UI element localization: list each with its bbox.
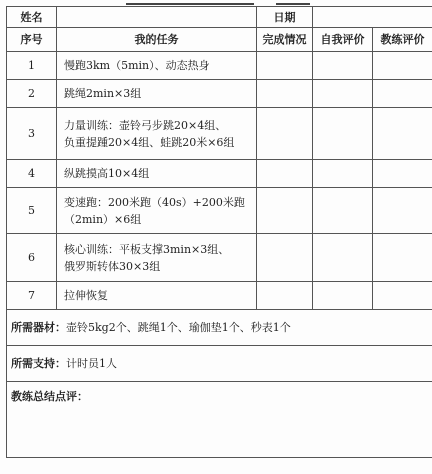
table-row	[7, 282, 432, 310]
date-label: 日期	[257, 7, 313, 28]
coach-eval-cell[interactable]	[373, 108, 432, 160]
training-table	[6, 6, 432, 458]
task-cell	[57, 188, 257, 234]
header-row	[7, 7, 432, 28]
completion-cell[interactable]	[257, 282, 313, 310]
table-row	[7, 188, 432, 234]
completion-cell[interactable]	[257, 160, 313, 188]
equipment-label: 所需器材：	[11, 321, 66, 334]
task-line: 核心训练：平板支撑3min×3组、	[64, 242, 230, 256]
task-cell: 拉伸恢复	[57, 282, 257, 310]
coach-summary-row	[7, 382, 432, 458]
title-fragment	[276, 0, 310, 5]
col-self-eval: 自我评价	[313, 28, 373, 52]
completion-cell[interactable]	[257, 52, 313, 80]
task-line: 俄罗斯转体30×3组	[64, 259, 161, 273]
task-cell: 慢跑3km（5min）、动态热身	[57, 52, 257, 80]
row-number: 1	[7, 52, 57, 80]
row-number: 3	[7, 108, 57, 160]
coach-eval-cell[interactable]	[373, 52, 432, 80]
row-number: 6	[7, 234, 57, 282]
table-row	[7, 80, 432, 108]
row-number: 4	[7, 160, 57, 188]
column-header-row	[7, 28, 432, 52]
equipment-value: 壶铃5kg2个、跳绳1个、瑜伽垫1个、秒表1个	[66, 321, 291, 334]
self-eval-cell[interactable]	[313, 80, 373, 108]
table-row	[7, 160, 432, 188]
row-number: 5	[7, 188, 57, 234]
row-number: 7	[7, 282, 57, 310]
support-label: 所需支持：	[11, 357, 66, 370]
coach-eval-cell[interactable]	[373, 234, 432, 282]
task-line: （2min）×6组	[64, 212, 142, 226]
self-eval-cell[interactable]	[313, 234, 373, 282]
completion-cell[interactable]	[257, 188, 313, 234]
col-completion: 完成情况	[257, 28, 313, 52]
name-field[interactable]	[57, 7, 257, 28]
coach-eval-cell[interactable]	[373, 282, 432, 310]
task-cell	[57, 234, 257, 282]
support-value: 计时员1人	[66, 357, 117, 370]
task-cell: 纵跳摸高10×4组	[57, 160, 257, 188]
self-eval-cell[interactable]	[313, 282, 373, 310]
col-no: 序号	[7, 28, 57, 52]
completion-cell[interactable]	[257, 80, 313, 108]
coach-eval-cell[interactable]	[373, 160, 432, 188]
support-row	[7, 346, 432, 382]
support-cell	[7, 346, 432, 382]
completion-cell[interactable]	[257, 108, 313, 160]
self-eval-cell[interactable]	[313, 188, 373, 234]
table-row	[7, 52, 432, 80]
coach-summary-label: 教练总结点评：	[11, 390, 88, 403]
col-coach-eval: 教练评价	[373, 28, 432, 52]
task-cell	[57, 108, 257, 160]
task-line: 变速跑：200米跑（40s）+200米跑	[64, 195, 245, 209]
row-number: 2	[7, 80, 57, 108]
self-eval-cell[interactable]	[313, 108, 373, 160]
self-eval-cell[interactable]	[313, 52, 373, 80]
col-task: 我的任务	[57, 28, 257, 52]
equipment-cell	[7, 310, 432, 346]
coach-summary-cell[interactable]	[7, 382, 432, 458]
task-line: 负重提踵20×4组、蛙跳20米×6组	[64, 135, 235, 149]
table-row	[7, 234, 432, 282]
equipment-row	[7, 310, 432, 346]
self-eval-cell[interactable]	[313, 160, 373, 188]
task-line: 力量训练：壶铃弓步跳20×4组、	[64, 118, 227, 132]
coach-eval-cell[interactable]	[373, 188, 432, 234]
completion-cell[interactable]	[257, 234, 313, 282]
name-label: 姓名	[7, 7, 57, 28]
title-fragment	[126, 0, 254, 5]
task-cell: 跳绳2min×3组	[57, 80, 257, 108]
table-row	[7, 108, 432, 160]
date-field[interactable]	[313, 7, 432, 28]
coach-eval-cell[interactable]	[373, 80, 432, 108]
